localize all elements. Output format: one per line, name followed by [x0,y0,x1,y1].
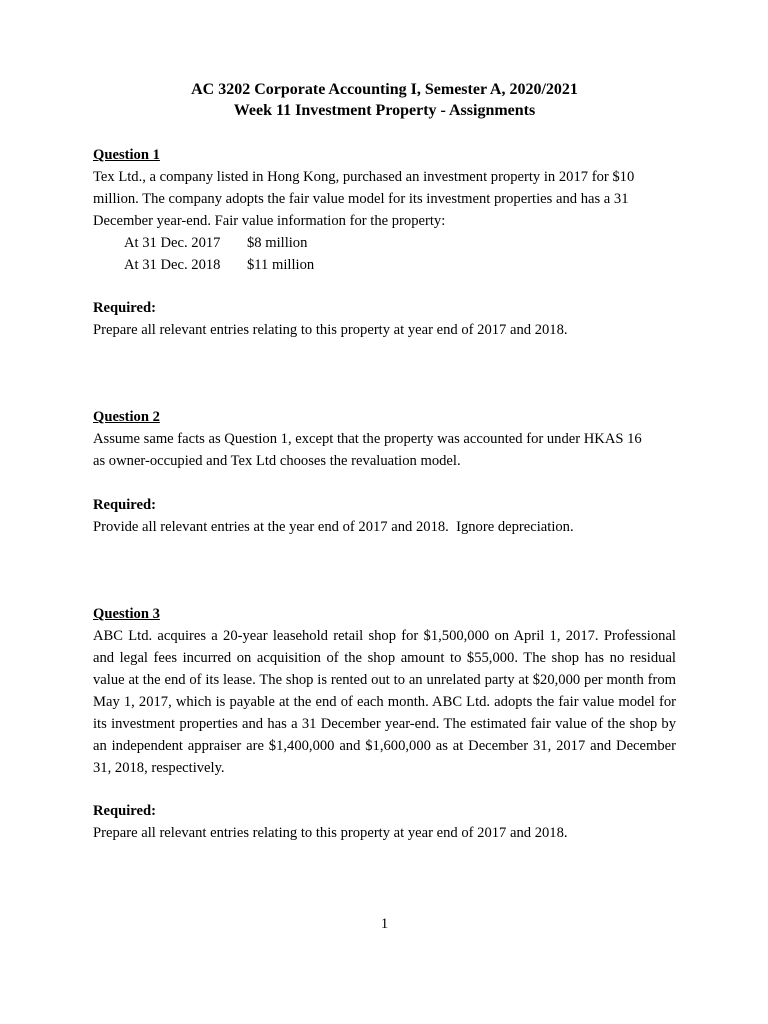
question-2-heading: Question 2 [93,409,160,425]
question-1-line-1: Tex Ltd., a company listed in Hong Kong, purchased an investment property in 2017 for $10 [93,169,635,185]
question-1-heading: Question 1 [93,147,160,163]
fair-value-amount: $11 million [247,257,315,273]
question-3-required [93,800,676,844]
question-1-section [93,144,676,276]
required-label: Required: [93,803,156,819]
required-text: Prepare all relevant entries relating to this property at year end of 2017 and 2018. [93,825,568,841]
fair-value-date: At 31 Dec. 2018 [124,257,221,273]
question-1-required [93,297,676,341]
fair-value-amount: $8 million [247,235,308,251]
required-text: Prepare all relevant entries relating to this property at year end of 2017 and 2018. [93,322,568,338]
fair-value-date: At 31 Dec. 2017 [124,235,221,251]
question-2-section [93,406,676,472]
question-2-line-2: as owner-occupied and Tex Ltd chooses the revaluation model. [93,453,461,469]
document-page [93,0,676,1024]
fair-value-row [93,232,676,254]
fair-value-row [93,254,676,276]
question-2-required [93,494,676,538]
question-2-line-1: Assume same facts as Question 1, except that the property was accounted for under HKAS 16 [93,431,642,447]
required-text: Provide all relevant entries at the year end of 2017 and 2018. Ignore depreciation. [93,519,574,535]
document-title: AC 3202 Corporate Accounting I, Semester A, 2020/2021 [191,81,578,98]
question-3-section [93,603,676,779]
question-1-line-2: million. The company adopts the fair value model for its investment properties and has a 31 [93,191,629,207]
question-1-line-3: December year-end. Fair value information for the property: [93,213,446,229]
question-3-body: ABC Ltd. acquires a 20-year leasehold retail shop for $1,500,000 on April 1, 2017. Professional and legal fees incurred on acquisition of the shop amount to $55,000. The shop has no residual value at the end of its lease. The shop is rented out to an unrelated party at $20,000 per month from May 1, 2017, which is payable at the end of each month. ABC Ltd. adopts the fair value model for its investment properties and has a 31 December year-end. The estimated fair value of the shop by an independent appraiser are $1,400,000 and $1,600,000 as at December 31, 2017 and December 31, 2018, respectively. [93,628,676,776]
question-3-heading: Question 3 [93,606,160,622]
document-subtitle: Week 11 Investment Property - Assignments [233,102,536,119]
page-number: 1 [380,916,389,932]
required-label: Required: [93,497,156,513]
required-label: Required: [93,300,156,316]
